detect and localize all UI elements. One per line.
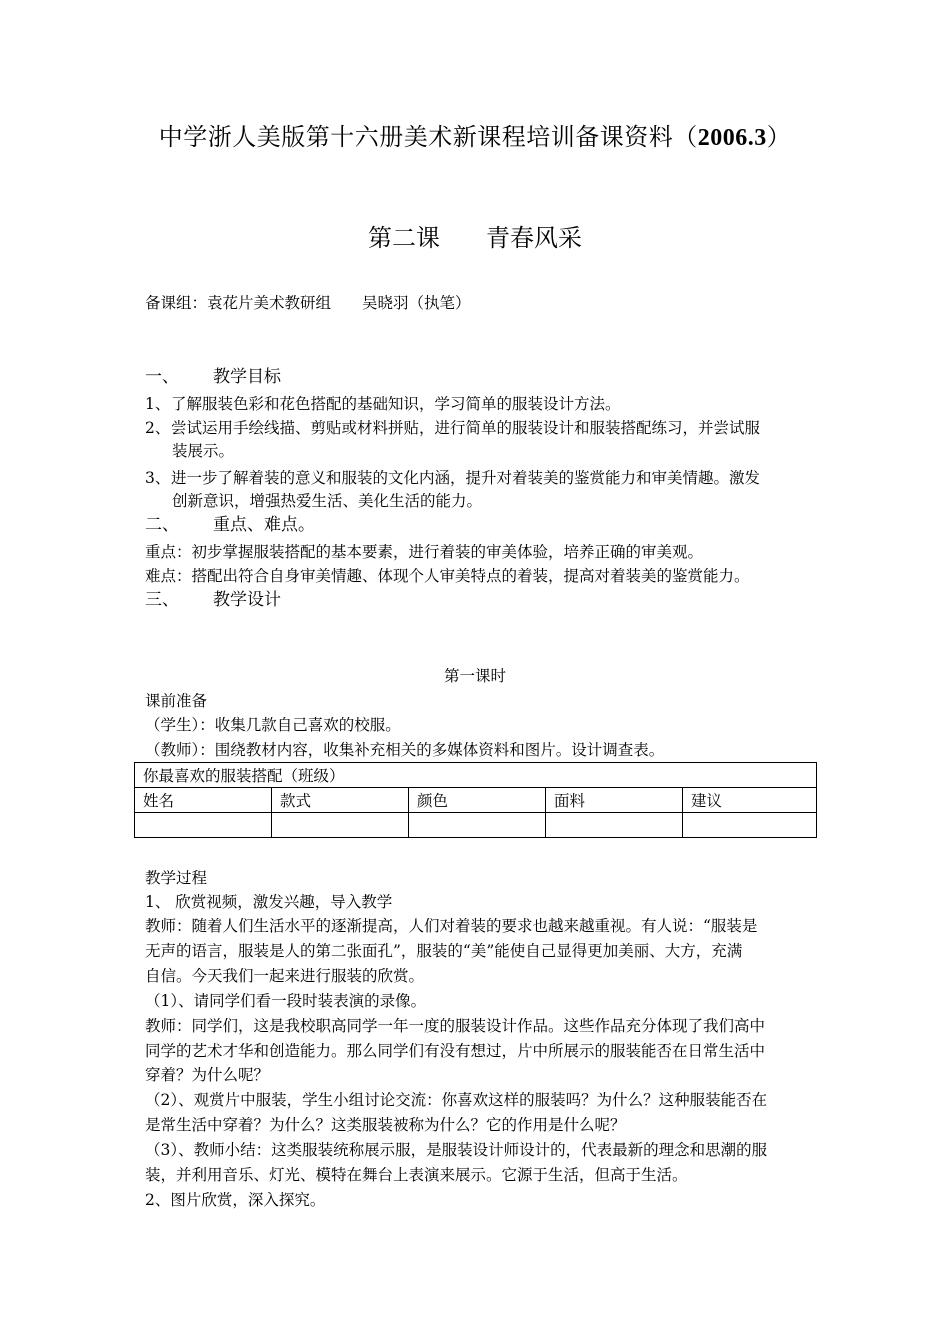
prep-teacher: （教师）：围绕教材内容，收集补充相关的多媒体资料和图片。设计调查表。 bbox=[145, 741, 665, 759]
document-title-end: ） bbox=[766, 123, 792, 151]
document-title bbox=[0, 117, 950, 152]
table-cell-empty bbox=[546, 813, 683, 838]
table-header-cell: 建议 bbox=[683, 788, 817, 813]
document-title-year: 2006.3 bbox=[697, 125, 767, 151]
table-cell-empty bbox=[135, 813, 272, 838]
table-row bbox=[135, 763, 817, 788]
paragraph-line: 教师：随着人们生活水平的逐渐提高，人们对着装的要求也越来越重视。有人说：“服装是 bbox=[145, 917, 758, 935]
process-heading: 教学过程 bbox=[145, 869, 208, 887]
list-item-continuation: 装展示。 bbox=[172, 442, 235, 460]
section-title: 重点、难点。 bbox=[213, 515, 315, 535]
paragraph-line: 同学的艺术才华和创造能力。那么同学们有没有想过，片中所展示的服装能否在日常生活中 bbox=[145, 1042, 766, 1060]
lesson-name: 青春风采 bbox=[486, 224, 582, 252]
sub-step: （1）、请同学们看一段时装表演的录像。 bbox=[145, 992, 427, 1010]
sub-step: （2）、观赏片中服装，学生小组讨论交流：你喜欢这样的服装吗？为什么？这种服装能否在 bbox=[145, 1091, 768, 1109]
list-item-continuation: 创新意识，增强热爱生活、美化生活的能力。 bbox=[172, 492, 483, 510]
section-title: 教学设计 bbox=[213, 590, 281, 610]
authors-line: 备课组：袁花片美术教研组 吴晓羽（执笔） bbox=[145, 294, 471, 312]
lesson-number: 第二课 bbox=[368, 224, 440, 252]
table-cell-empty bbox=[272, 813, 409, 838]
section-heading-key-points bbox=[145, 514, 315, 536]
difficult-point-text: 难点：搭配出符合自身审美情趣、体现个人审美特点的着装，提高对着装美的鉴赏能力。 bbox=[145, 567, 750, 585]
process-step: 2、图片欣赏，深入探究。 bbox=[145, 1191, 326, 1209]
table-header-cell: 款式 bbox=[272, 788, 409, 813]
table-header-cell: 面料 bbox=[546, 788, 683, 813]
lesson-title bbox=[0, 218, 950, 253]
document-title-main: 中学浙人美版第十六册美术新课程培训备课资料（ bbox=[158, 123, 698, 151]
section-heading-design bbox=[145, 589, 281, 611]
process-step: 1、 欣赏视频，激发兴趣，导入教学 bbox=[145, 893, 393, 911]
table-header-cell: 姓名 bbox=[135, 788, 272, 813]
paragraph-line: 穿着？为什么呢？ bbox=[145, 1066, 270, 1084]
section-title: 教学目标 bbox=[213, 367, 281, 387]
paragraph-line: 装，并利用音乐、灯光、模特在舞台上表演来展示。它源于生活，但高于生活。 bbox=[145, 1166, 688, 1184]
table-header-cell: 颜色 bbox=[409, 788, 546, 813]
table-cell-empty bbox=[683, 813, 817, 838]
key-point-text: 重点：初步掌握服装搭配的基本要素，进行着装的审美体验，培养正确的审美观。 bbox=[145, 543, 704, 561]
table-row bbox=[135, 788, 817, 813]
paragraph-line: 无声的语言，服装是人的第二张面孔”，服装的“美”能使自己显得更加美丽、大方，充满 bbox=[145, 942, 743, 960]
survey-table bbox=[134, 762, 817, 838]
list-item: 2、尝试运用手绘线描、剪贴或材料拼贴，进行简单的服装设计和服装搭配练习，并尝试服 bbox=[145, 419, 761, 437]
paragraph-line: 是常生活中穿着？为什么？这类服装被称为什么？它的作用是什么呢？ bbox=[145, 1116, 626, 1134]
prep-student: （学生）：收集几款自己喜欢的校服。 bbox=[145, 716, 401, 734]
table-cell-empty bbox=[409, 813, 546, 838]
prep-heading: 课前准备 bbox=[145, 692, 208, 710]
paragraph-line: 自信。今天我们一起来进行服装的欣赏。 bbox=[145, 967, 425, 985]
section-heading-objectives bbox=[145, 366, 281, 388]
list-item: 3、进一步了解着装的意义和服装的文化内涵，提升对着装美的鉴赏能力和审美情趣。激发 bbox=[145, 469, 761, 487]
table-row bbox=[135, 813, 817, 838]
period-heading: 第一课时 bbox=[443, 667, 506, 685]
section-number: 二、 bbox=[145, 515, 179, 535]
section-number: 一、 bbox=[145, 367, 179, 387]
paragraph-line: 教师：同学们，这是我校职高同学一年一度的服装设计作品。这些作品充分体现了我们高中 bbox=[145, 1017, 766, 1035]
sub-step: （3）、教师小结：这类服装统称展示服，是服装设计师设计的，代表最新的理念和思潮的服 bbox=[145, 1141, 768, 1159]
list-item: 1、了解服装色彩和花色搭配的基础知识，学习简单的服装设计方法。 bbox=[145, 395, 621, 413]
table-caption: 你最喜欢的服装搭配（班级） bbox=[135, 763, 817, 788]
section-number: 三、 bbox=[145, 590, 179, 610]
